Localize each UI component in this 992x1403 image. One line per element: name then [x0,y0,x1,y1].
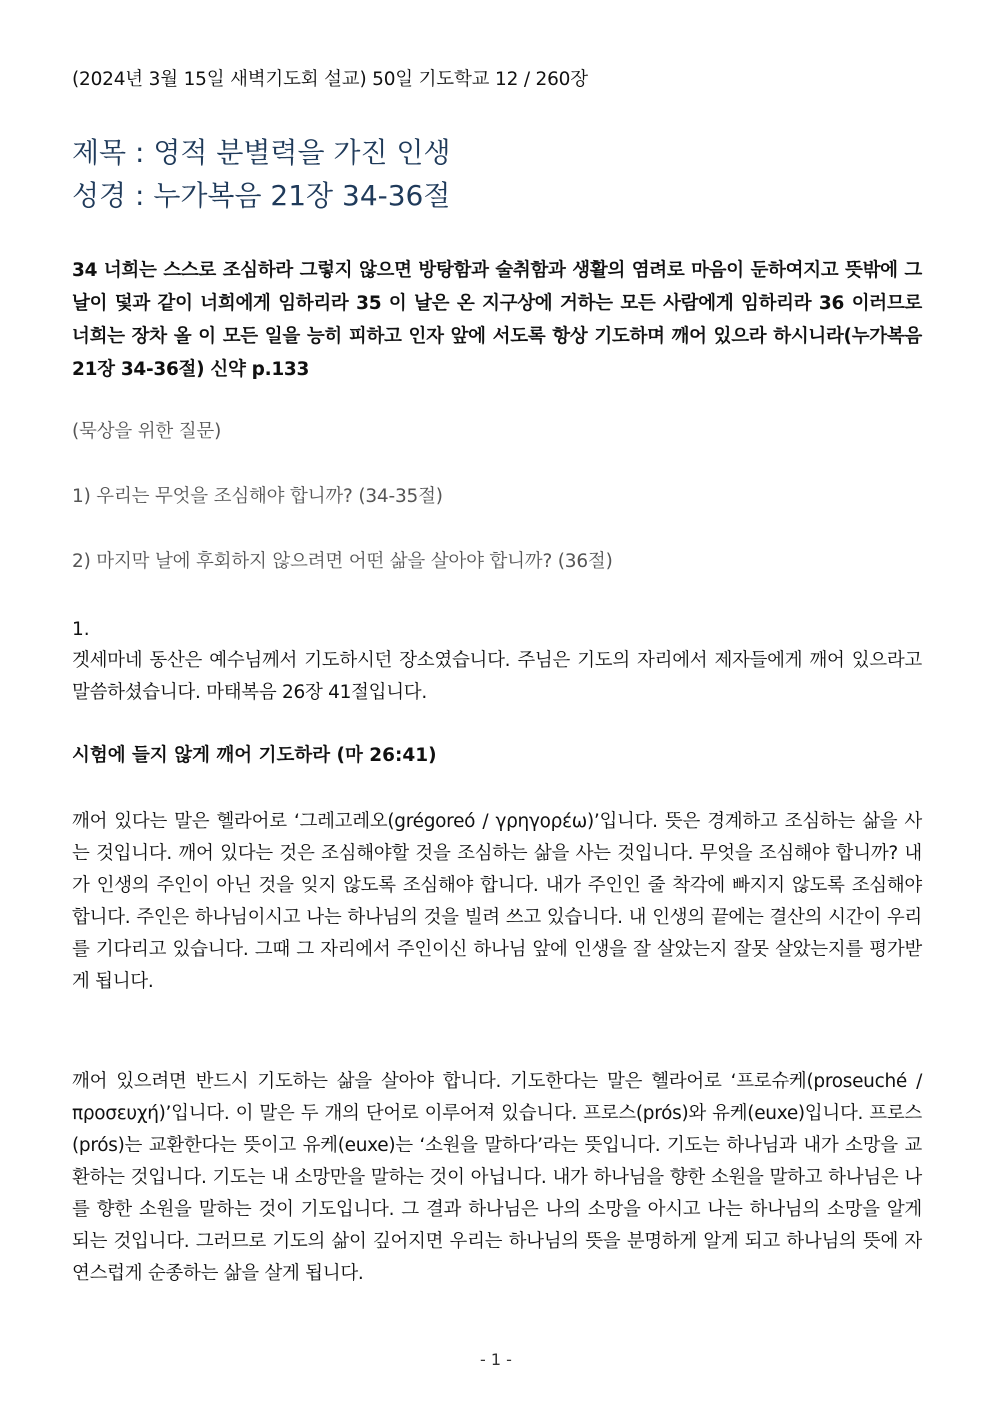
scripture-passage: 34 너희는 스스로 조심하라 그렇지 않으면 방탕함과 술취함과 생활의 염려로 마음이 둔하여지고 뜻밖에 그 날이 덫과 같이 너희에게 임하리라 35 이 날은 온 지구상에 거하는 모든 사람에게 임하리라 36 이러므로 너희는 장차 올 이 모든 일을 능히 피하고 인자 앞에 서도록 항상 기도하며 깨어 있으라 하시니라(누가복음 21장 34-36절) 신약 p.133 [72,260,922,380]
body-paragraph-1: 겟세마네 동산은 예수님께서 기도하시던 장소였습니다. 주님은 기도의 자리에서 제자들에게 깨어 있으라고 말씀하셨습니다. 마태복음 26장 41절입니다. [72,650,922,703]
meditation-heading: (묵상을 위한 질문) [72,421,222,442]
section-number: 1. [72,619,90,640]
page-number: - 1 - [480,1350,512,1369]
meditation-question-1: 1) 우리는 무엇을 조심해야 합니까? (34-35절) [72,486,443,507]
sermon-header: (2024년 3월 15일 새벽기도회 설교) 50일 기도학교 12 / 260장 [72,69,588,90]
body-paragraph-3: 깨어 있으려면 반드시 기도하는 삶을 살아야 합니다. 기도한다는 말은 헬라어로 ‘프로슈케(proseuché / προσευχή)’입니다. 이 말은 두 개의 단어로 이루어져 있습니다. 프로스(prós)와 유케(euxe)입니다. 프로스(prós)는 교환한다는 뜻이고 유케(euxe)는 ‘소원을 말하다’라는 뜻입니다. 기도는 하나님과 내가 소망을 교환하는 것입니다. 기도는 내 소망만을 말하는 것이 아닙니다. 내가 하나님을 향한 소원을 말하고 하나님은 나를 향한 소원을 말하는 것이 기도입니다. 그 결과 하나님은 나의 소망을 아시고 나는 하나님의 소망을 알게 되는 것입니다. 그러므로 기도의 삶이 깊어지면 우리는 하나님의 뜻을 분명하게 알게 되고 하나님의 뜻에 자연스럽게 순종하는 삶을 살게 됩니다. [72,1071,922,1284]
sermon-title: 제목 : 영적 분별력을 가진 인생 [72,136,451,169]
section-subheading: 시험에 들지 않게 깨어 기도하라 (마 26:41) [72,745,437,766]
meditation-question-2: 2) 마지막 날에 후회하지 않으려면 어떤 삶을 살아야 합니까? (36절) [72,551,613,572]
body-paragraph-2: 깨어 있다는 말은 헬라어로 ‘그레고레오(grégoreó / γρηγορέω)’입니다. 뜻은 경계하고 조심하는 삶을 사는 것입니다. 깨어 있다는 것은 조심해야할 것을 조심하는 삶을 사는 것입니다. 무엇을 조심해야 합니까? 내가 인생의 주인이 아닌 것을 잊지 않도록 조심해야 합니다. 내가 주인인 줄 착각에 빠지지 않도록 조심해야 합니다. 주인은 하나님이시고 나는 하나님의 것을 빌려 쓰고 있습니다. 내 인생의 끝에는 결산의 시간이 우리를 기다리고 있습니다. 그때 그 자리에서 주인이신 하나님 앞에 인생을 잘 살았는지 잘못 살았는지를 평가받게 됩니다. [72,811,922,992]
scripture-reference: 성경 : 누가복음 21장 34-36절 [72,179,451,212]
